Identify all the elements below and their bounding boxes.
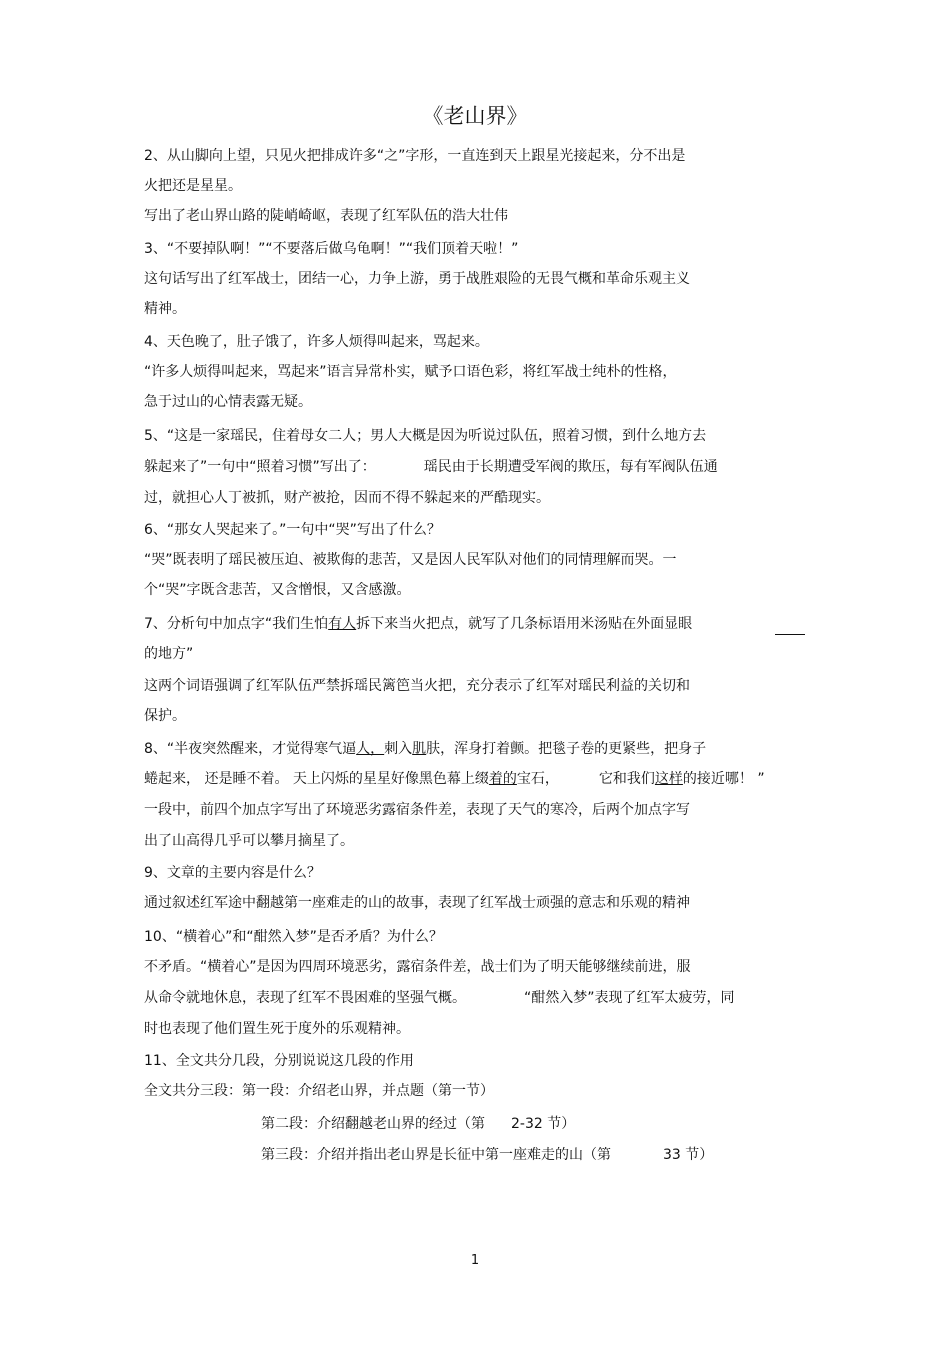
- q7-answer-cont: 保护。: [144, 708, 186, 724]
- q3-question: 3、“不要掉队啊！”“不要落后做乌龟啊！”“我们顶着天啦！”: [144, 241, 519, 257]
- q5-question-cont: [144, 458, 718, 476]
- q2-question: 2、从山脚向上望，只见火把排成许多“之”字形，一直连到天上跟星光接起来，分不出是: [144, 148, 686, 164]
- q4-answer: “许多人烦得叫起来，骂起来”语言异常朴实，赋予口语色彩，将红军战士纯朴的性格，: [144, 364, 677, 380]
- answer-blank: [775, 622, 805, 635]
- q11-question: 11、全文共分几段，分别说说这几段的作用: [144, 1053, 414, 1069]
- q10-answer-end: 时也表现了他们置生死于度外的乐观精神。: [144, 1021, 410, 1037]
- q8-answer-cont: 出了山高得几乎可以攀月摘星了。: [144, 833, 354, 849]
- q4-answer-cont: 急于过山的心情表露无疑。: [144, 394, 312, 410]
- q8-answer: 一段中，前四个加点字写出了环境恶劣露宿条件差，表现了天气的寒冷，后两个加点字写: [144, 802, 690, 818]
- document-title: 《老山界》: [422, 104, 528, 128]
- q8-text-g: 的接近哪！ ”: [682, 771, 765, 787]
- q8-dotted-word-4: 这样: [654, 771, 683, 787]
- q11-section-2: [261, 1115, 575, 1133]
- q8-text-a: 8、“半夜突然醒来，才觉得寒气逼: [144, 741, 357, 757]
- q5-question-text: 躲起来了”一句中“照着习惯”写出了：: [144, 459, 376, 475]
- q11-section-3: [261, 1146, 713, 1164]
- q8-dotted-word-1: 人，: [356, 741, 385, 757]
- q9-question: 9、文章的主要内容是什么？: [144, 865, 321, 881]
- q10-question: 10、“横着心”和“酣然入梦”是否矛盾？为什么？: [144, 929, 443, 945]
- q8-question-cont: [144, 770, 765, 788]
- q5-answer-cont: 过，就担心人丁被抓，财产被抢，因而不得不躲起来的严酷现实。: [144, 490, 550, 506]
- section-2-text: 第二段：介绍翻越老山界的经过（第: [261, 1116, 485, 1132]
- q9-answer: 通过叙述红军途中翻越第一座难走的山的故事，表现了红军战士顽强的意志和乐观的精神: [144, 895, 690, 911]
- q3-answer: 这句话写出了红军战士，团结一心，力争上游，勇于战胜艰险的无畏气概和革命乐观主义: [144, 271, 690, 287]
- section-3-range: 33 节）: [663, 1147, 714, 1163]
- q7-question-cont: 的地方”: [144, 646, 194, 662]
- q7-question: [144, 615, 692, 633]
- q10-text-b: “酣然入梦”表现了红军太疲劳，同: [524, 990, 735, 1006]
- q8-text-f: 它和我们: [598, 771, 655, 787]
- q5-question: 5、“这是一家瑶民，住着母女二人；男人大概是因为听说过队伍，照着习惯，到什么地方去: [144, 428, 707, 444]
- q10-answer-cont: [144, 989, 735, 1007]
- q11-answer: 全文共分三段：第一段：介绍老山界，并点题（第一节）: [144, 1083, 494, 1099]
- q8-text-d: 蜷起来， 还是睡不着。 天上闪烁的星星好像黑色幕上缀: [144, 771, 489, 787]
- q8-dotted-word-3: 着的: [488, 771, 517, 787]
- q6-answer: “哭”既表明了瑶民被压迫、被欺侮的悲苦，又是因人民军队对他们的同情理解而哭。一: [144, 552, 677, 568]
- q2-question-cont: 火把还是星星。: [144, 178, 242, 194]
- page-number: 1: [470, 1253, 480, 1268]
- q7-text-b: 拆下来当火把点，就写了几条标语用米汤贴在外面显眼: [356, 616, 693, 632]
- q7-answer: 这两个词语强调了红军队伍严禁拆瑶民篱笆当火把，充分表示了红军对瑶民利益的关切和: [144, 678, 690, 694]
- q4-question: 4、天色晚了，肚子饿了，许多人烦得叫起来，骂起来。: [144, 334, 489, 350]
- q8-question: [144, 740, 706, 758]
- section-3-text: 第三段：介绍并指出老山界是长征中第一座难走的山（第: [261, 1147, 611, 1163]
- q7-dotted-word: 有人: [328, 616, 357, 632]
- q5-answer: 瑶民由于长期遭受军阀的欺压，每有军阀队伍通: [423, 459, 718, 475]
- q7-text-a: 7、分析句中加点字“我们生怕: [144, 616, 329, 632]
- q6-question: 6、“那女人哭起来了。”一句中“哭”写出了什么？: [144, 522, 441, 538]
- q10-answer: 不矛盾。“横着心”是因为四周环境恶劣，露宿条件差，战士们为了明天能够继续前进，服: [144, 959, 691, 975]
- q2-answer: 写出了老山界山路的陡峭崎岖，表现了红军队伍的浩大壮伟: [144, 208, 508, 224]
- section-2-range: 2-32 节）: [511, 1116, 576, 1132]
- q8-text-b: 刺入: [384, 741, 413, 757]
- q8-dotted-word-2: 肌: [412, 741, 427, 757]
- q10-text-a: 从命令就地休息，表现了红军不畏困难的坚强气概。: [144, 990, 466, 1006]
- q3-answer-cont: 精神。: [144, 301, 186, 317]
- q8-text-e: 宝石，: [516, 771, 559, 787]
- q8-text-c: 肤，浑身打着颤。把毯子卷的更紧些，把身子: [426, 741, 707, 757]
- q6-answer-cont: 个“哭”字既含悲苦，又含憎恨，又含感激。: [144, 582, 411, 598]
